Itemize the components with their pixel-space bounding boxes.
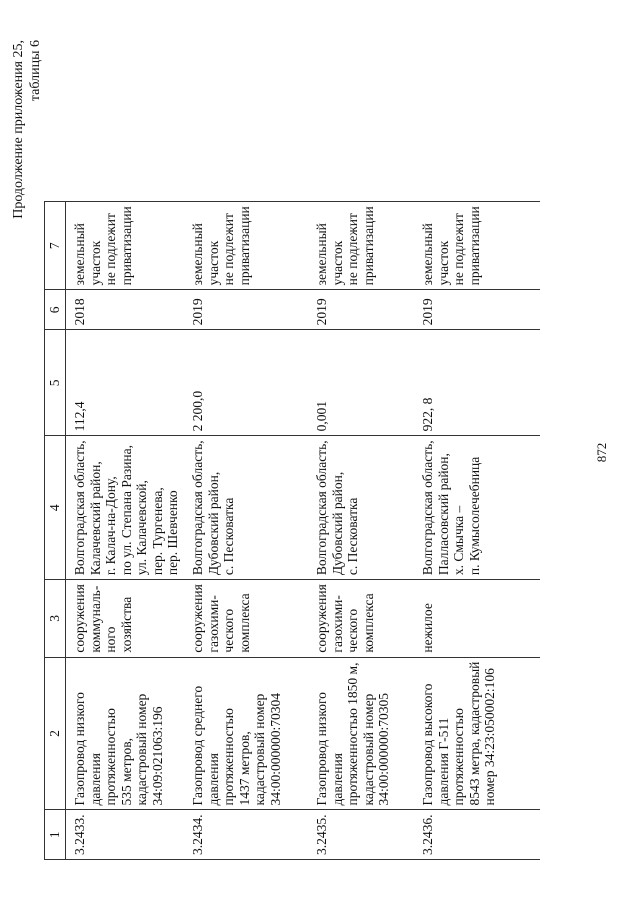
object-address: Волгоградская область, Калачевский район, г. Калач-на-Дону, по ул. Степана Разина, ул. Калачевской, пер. Тургенева, пер. Шевченко xyxy=(66,436,185,580)
object-purpose: нежилое xyxy=(414,580,540,657)
col-header-2: 2 xyxy=(45,657,66,810)
object-address: Волгоградская область, Дубовский район, с. Песковатка xyxy=(308,436,414,580)
object-area: 112,4 xyxy=(66,330,185,436)
object-area: 0,001 xyxy=(308,330,414,436)
col-header-4: 4 xyxy=(45,436,66,580)
col-header-7: 7 xyxy=(45,202,66,290)
object-year: 2018 xyxy=(66,290,185,330)
object-year: 2019 xyxy=(184,290,308,330)
object-address: Волгоградская область, Дубовский район, с. Песковатка xyxy=(184,436,308,580)
col-header-6: 6 xyxy=(45,290,66,330)
object-purpose: сооружения коммуналь- ного хозяйства xyxy=(66,580,185,657)
object-note: земельный участок не подлежит приватизации xyxy=(184,202,308,290)
column-numbers-row xyxy=(45,202,66,860)
object-note: земельный участок не подлежит приватизации xyxy=(66,202,185,290)
row-number: 3.2434. xyxy=(184,810,308,860)
object-name: Газопровод низкого давления протяженностью 1850 м, кадастровый номер 34:00:000000:70305 xyxy=(308,657,414,810)
object-purpose: сооружения газохими- ческого комплекса xyxy=(184,580,308,657)
object-address: Волгоградская область, Палласовский район, х. Смычка – п. Кумысолечебница xyxy=(414,436,540,580)
row-number: 3.2435. xyxy=(308,810,414,860)
object-name: Газопровод среднего давления протяженностью 1437 метров, кадастровый номер 34:00:000000:70304 xyxy=(184,657,308,810)
page-number: 872 xyxy=(594,442,609,463)
table-row xyxy=(184,202,308,860)
object-name: Газопровод низкого давления протяженностью 535 метров, кадастровый номер 34:09:021063:196 xyxy=(66,657,185,810)
table-row xyxy=(66,202,185,860)
col-header-3: 3 xyxy=(45,580,66,657)
table-row xyxy=(308,202,414,860)
object-year: 2019 xyxy=(308,290,414,330)
row-number: 3.2436. xyxy=(414,810,540,860)
object-note: земельный участок не подлежит приватизации xyxy=(414,202,540,290)
object-area: 922, 8 xyxy=(414,330,540,436)
col-header-5: 5 xyxy=(45,330,66,436)
property-table xyxy=(44,201,540,860)
object-year: 2019 xyxy=(414,290,540,330)
object-purpose: сооружения газохими- ческого комплекса xyxy=(308,580,414,657)
object-area: 2 200,0 xyxy=(184,330,308,436)
table-row xyxy=(414,202,540,860)
object-name: Газопровод высокого давления Г-511 протяженностью 8543 метра, кадастровый номер 34:23:050002:106 xyxy=(414,657,540,810)
continuation-heading xyxy=(10,40,44,219)
col-header-1: 1 xyxy=(45,810,66,860)
continuation-line-1: Продолжение приложения 25, xyxy=(11,40,26,219)
row-number: 3.2433. xyxy=(66,810,185,860)
object-note: земельный участок не подлежит приватизации xyxy=(308,202,414,290)
continuation-line-2: таблицы 6 xyxy=(28,40,43,102)
